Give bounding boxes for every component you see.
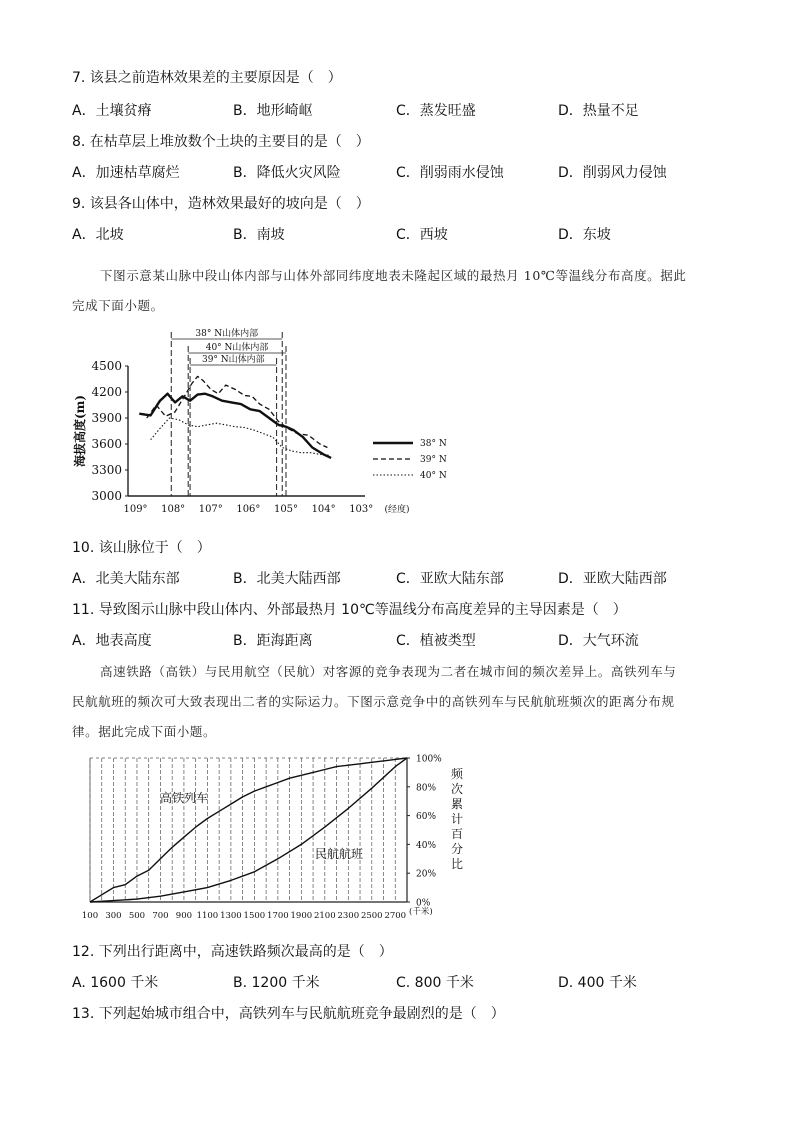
series-label: 民航航班 — [315, 847, 364, 861]
y-tick-label: 20% — [416, 869, 437, 880]
x-tick-label: 2300 — [337, 911, 360, 921]
x-tick-label: 103° — [349, 504, 374, 515]
frequency-distance-chart — [82, 752, 472, 930]
option-11b: B．距海距离 — [233, 633, 313, 649]
y-tick-label: 40% — [416, 840, 437, 851]
y-tick-label: 4500 — [91, 359, 122, 373]
x-tick-label: 2500 — [360, 911, 383, 921]
x-tick-label: 700 — [152, 911, 169, 921]
x-tick-label: 106° — [236, 504, 261, 515]
option-12a: A. 1600 千米 — [72, 975, 159, 991]
series-line — [90, 758, 407, 902]
option-11c: C．植被类型 — [396, 633, 476, 649]
option-8d: D．削弱风力侵蚀 — [558, 165, 667, 181]
x-tick-label: 900 — [175, 911, 193, 921]
x-tick-label: 109° — [123, 504, 148, 515]
x-axis-label: (千米) — [409, 907, 433, 917]
series-label: 高铁列车 — [160, 791, 209, 805]
option-9c: C．西坡 — [396, 227, 448, 243]
x-axis-label: (经度) — [384, 505, 410, 515]
option-12b: B. 1200 千米 — [233, 975, 320, 991]
option-9d: D．东坡 — [558, 227, 611, 243]
x-tick-label: 1100 — [196, 911, 219, 921]
option-10d: D．亚欧大陆西部 — [558, 571, 667, 587]
legend-label: 40° N — [420, 471, 447, 481]
option-12c: C. 800 千米 — [396, 975, 474, 991]
range-label: 38° N山体内部 — [195, 329, 259, 339]
x-tick-label: 1900 — [290, 911, 313, 921]
option-10c: C．亚欧大陆东部 — [396, 571, 504, 587]
x-tick-label: 108° — [161, 504, 186, 515]
y-tick-label: 3300 — [91, 463, 122, 477]
question-7-stem: 7. 该县之前造林效果差的主要原因是（ ） — [72, 70, 342, 86]
range-label: 40° N山体内部 — [205, 343, 269, 353]
option-8b: B．降低火灾风险 — [233, 165, 341, 181]
passage-2-line-1: 高速铁路（高铁）与民用航空（民航）对客源的竞争表现为二者在城市间的频次差异上。高铁列车与 — [100, 664, 677, 679]
x-tick-label: 100 — [82, 911, 99, 921]
y-tick-label: 60% — [416, 812, 437, 823]
y-tick-label: 0% — [416, 898, 431, 909]
isotherm-altitude-chart — [70, 326, 460, 522]
legend-label: 38° N — [420, 439, 447, 449]
y-tick-label: 3600 — [91, 437, 122, 451]
question-9-stem: 9. 该县各山体中，造林效果最好的坡向是（ ） — [72, 196, 370, 212]
option-11a: A．地表高度 — [72, 633, 152, 649]
option-7a: A．土壤贫瘠 — [72, 103, 152, 119]
y-tick-label: 80% — [416, 783, 437, 794]
x-tick-label: 105° — [273, 504, 299, 515]
x-tick-label: 1300 — [220, 911, 242, 921]
series-line-dashed — [147, 376, 328, 447]
option-7b: B．地形崎岖 — [233, 103, 313, 119]
series-line — [90, 758, 407, 902]
question-10-stem: 10. 该山脉位于（ ） — [72, 540, 211, 556]
x-tick-label: 300 — [105, 911, 122, 921]
series-line-solid — [139, 394, 331, 458]
option-7c: C．蒸发旺盛 — [396, 103, 476, 119]
y-tick-label: 100% — [416, 754, 442, 765]
option-8c: C．削弱雨水侵蚀 — [396, 165, 504, 181]
y-axis-label: 海拔高度(m) — [73, 394, 87, 468]
range-label: 39° N山体内部 — [201, 355, 265, 365]
legend-label: 39° N — [420, 455, 447, 465]
passage-2-line-2: 民航航班的频次可大致表现出二者的实际运力。下图示意竞争中的高铁列车与民航航班频次的距离分布规 — [72, 694, 675, 709]
option-10b: B．北美大陆西部 — [233, 571, 341, 587]
passage-1-line-2: 完成下面小题。 — [72, 298, 164, 313]
option-11d: D．大气环流 — [558, 633, 639, 649]
y-axis-label: 频次累计百分比 — [450, 767, 464, 871]
x-tick-label: 2700 — [384, 911, 407, 921]
y-tick-label: 3900 — [91, 411, 122, 425]
x-tick-label: 500 — [128, 911, 146, 921]
option-9b: B．南坡 — [233, 227, 285, 243]
question-12-stem: 12. 下列出行距离中，高速铁路频次最高的是（ ） — [72, 944, 393, 960]
question-8-stem: 8. 在枯草层上堆放数个土块的主要目的是（ ） — [72, 134, 370, 150]
x-tick-label: 1500 — [243, 911, 266, 921]
passage-2-line-3: 律。据此完成下面小题。 — [72, 724, 217, 739]
option-12d: D. 400 千米 — [558, 975, 637, 991]
question-13-stem: 13. 下列起始城市组合中，高铁列车与民航航班竞争最剧烈的是（ ） — [72, 1006, 505, 1022]
passage-1-line-1: 下图示意某山脉中段山体内部与山体外部同纬度地表未隆起区域的最热月 10℃等温线分布高度。据此 — [100, 268, 687, 283]
option-9a: A．北坡 — [72, 227, 124, 243]
question-11-stem: 11. 导致图示山脉中段山体内、外部最热月 10℃等温线分布高度差异的主导因素是（ ） — [72, 602, 627, 618]
option-7d: D．热量不足 — [558, 103, 639, 119]
x-tick-label: 107° — [198, 504, 223, 515]
x-tick-label: 2100 — [313, 911, 336, 921]
y-tick-label: 3000 — [91, 489, 122, 503]
y-tick-label: 4200 — [91, 385, 122, 399]
option-8a: A．加速枯草腐烂 — [72, 165, 180, 181]
x-tick-label: 104° — [311, 504, 336, 515]
option-10a: A．北美大陆东部 — [72, 571, 180, 587]
x-tick-label: 1700 — [267, 911, 289, 921]
